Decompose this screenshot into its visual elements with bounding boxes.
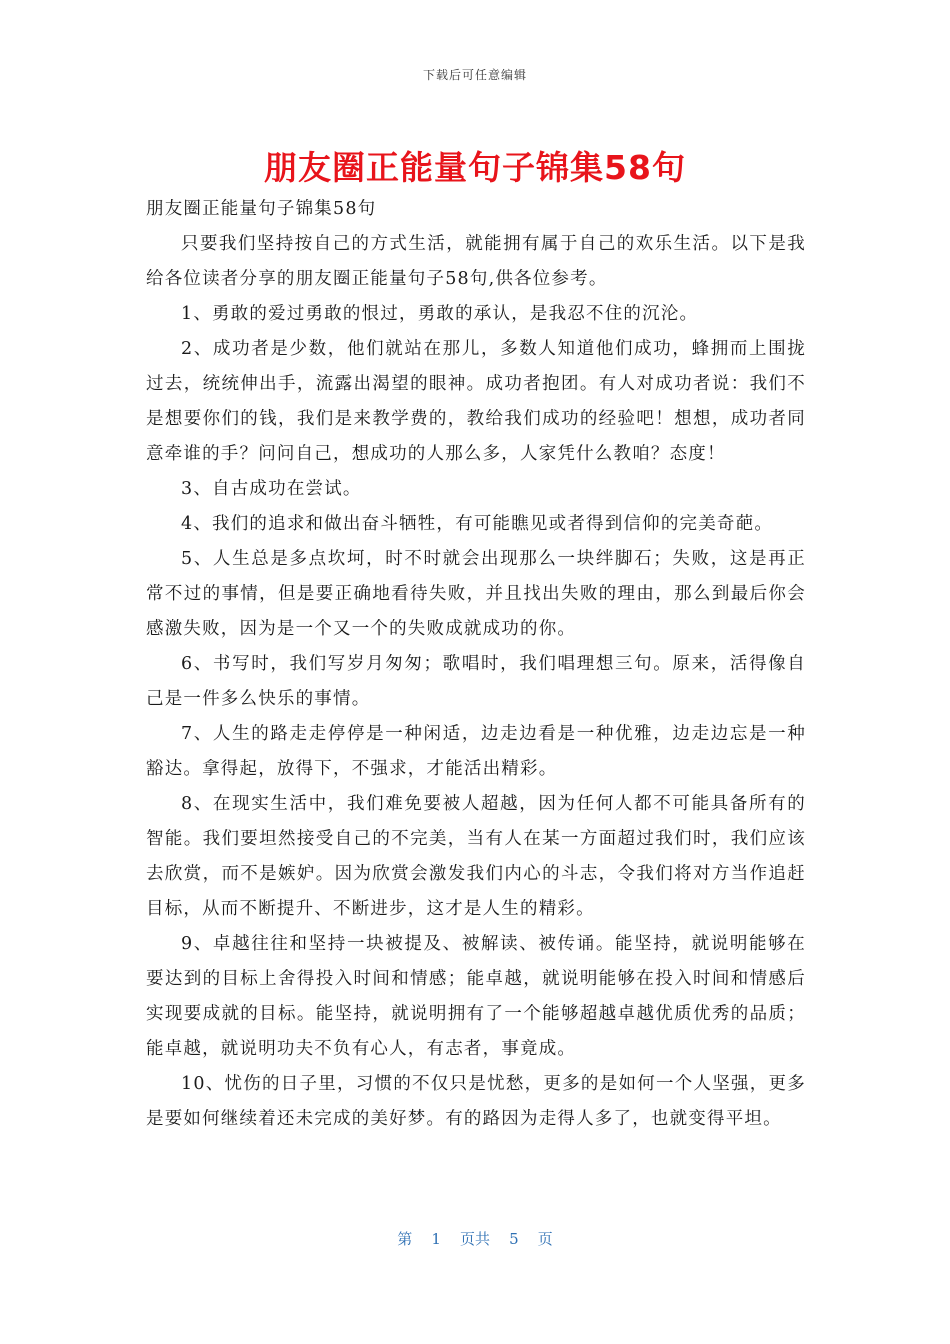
list-item: 4、我们的追求和做出奋斗牺牲，有可能瞧见或者得到信仰的完美奇葩。 [181, 514, 774, 534]
document-title: 朋友圈正能量句子锦集58句 [264, 148, 686, 187]
list-item: 8、在现实生活中，我们难免要被人超越，因为任何人都不可能具备所有的智能。我们要坦然接受自己的不完美，当有人在某一方面超过我们时，我们应该去欣赏，而不是嫉妒。因为欣赏会激发我们内心的斗志，令我们将对方当作追赶目标，从而不断提升、不断进步，这才是人生的精彩。 [146, 794, 806, 919]
list-item: 9、卓越往往和坚持一块被提及、被解读、被传诵。能坚持，就说明能够在要达到的目标上舍得投入时间和情感；能卓越，就说明能够在投入时间和情感后实现要成就的目标。能坚持，就说明拥有了一个能够超越卓越优质优秀的品质；能卓越，就说明功夫不负有心人，有志者，事竟成。 [146, 934, 806, 1059]
page-footer [0, 1228, 950, 1249]
document-body [146, 192, 806, 1137]
footer-prefix: 第 [397, 1230, 413, 1248]
list-item: 6、书写时，我们写岁月匆匆；歌唱时，我们唱理想三句。原来，活得像自己是一件多么快乐的事情。 [146, 654, 806, 709]
footer-middle: 页共 [459, 1230, 490, 1248]
list-item: 7、人生的路走走停停是一种闲适，边走边看是一种优雅，边走边忘是一种豁达。拿得起，放得下，不强求，才能活出精彩。 [146, 724, 806, 779]
footer-suffix: 页 [537, 1230, 553, 1248]
list-item: 2、成功者是少数，他们就站在那儿，多数人知道他们成功，蜂拥而上围拢过去，统统伸出手，流露出渴望的眼神。成功者抱团。有人对成功者说：我们不是想要你们的钱，我们是来教学费的，教给我们成功的经验吧！想想，成功者同意牵谁的手？问问自己，想成功的人那么多，人家凭什么教咱？态度！ [146, 339, 806, 464]
intro-paragraph: 只要我们坚持按自己的方式生活，就能拥有属于自己的欢乐生活。以下是我给各位读者分享的朋友圈正能量句子58句,供各位参考。 [146, 234, 806, 289]
document-subtitle: 朋友圈正能量句子锦集58句 [146, 199, 377, 219]
list-item: 10、忧伤的日子里，习惯的不仅只是忧愁，更多的是如何一个人坚强，更多是要如何继续着还未完成的美好梦。有的路因为走得人多了，也就变得平坦。 [146, 1074, 806, 1129]
list-item: 5、人生总是多点坎坷，时不时就会出现那么一块绊脚石；失败，这是再正常不过的事情，但是要正确地看待失败，并且找出失败的理由，那么到最后你会感激失败，因为是一个又一个的失败成就成功的你。 [146, 549, 806, 639]
total-pages: 5 [509, 1230, 519, 1248]
header-note: 下载后可任意编辑 [422, 68, 527, 82]
list-item: 1、勇敢的爱过勇敢的恨过，勇敢的承认，是我忍不住的沉沦。 [181, 304, 699, 324]
page-number: 1 [431, 1230, 441, 1248]
list-item: 3、自古成功在尝试。 [181, 479, 362, 499]
